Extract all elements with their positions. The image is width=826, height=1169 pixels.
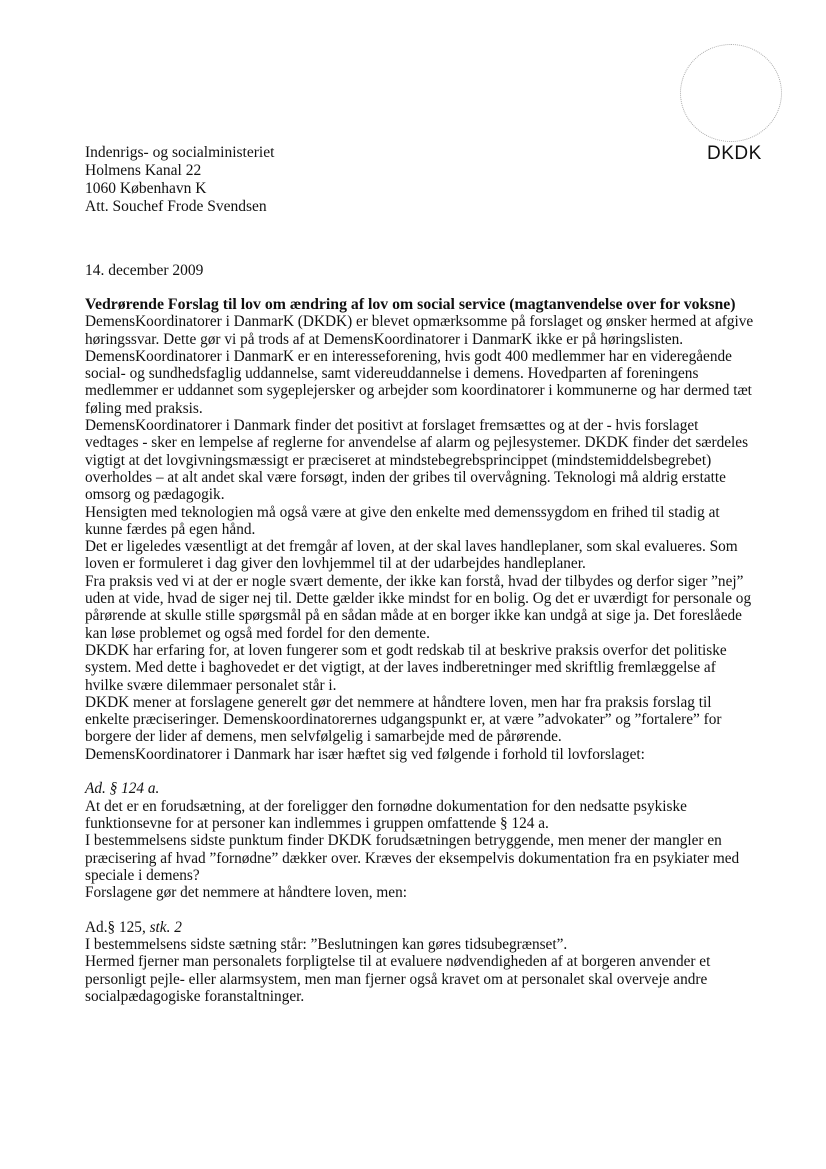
text-line: pårørende at skulle stille spørgsmål på en sådan måde at en borger ikke kan undgå at sige ja. Det foreslåede [85,607,742,625]
text-line: præcisering af hvad ”fornødne” dækker over. Kræves der eksempelvis dokumentation fra en psykiater med [85,849,740,867]
text-line: Forslagene gør det nemmere at håndtere loven, men: [85,884,407,902]
section-124a-text [85,798,785,902]
address-line: 1060 København K [85,180,207,197]
text-line: kunne færdes på egen hånd. [85,520,256,538]
text-line: I bestemmelsens sidste punktum finder DKDK forudsætningen betryggende, men mener der mangler en [85,832,722,850]
section-heading-125 [85,919,785,936]
section-125-text [85,936,785,1005]
text-line: socialpædagogiske foranstaltninger. [85,987,305,1005]
text-line: DemensKoordinatorer i DanmarK (DKDK) er blevet opmærksomme på forslaget og ønsker hermed at afgive [85,313,754,331]
text-line: hvilke svære dilemmaer personalet står i. [85,676,337,694]
text-line: overholdes – at alt andet skal være forsøgt, inden der gribes til overvågning. Teknologi må aldrig erstatte [85,468,726,486]
text-line: DemensKoordinatorer i Danmark finder det positivt at forslaget fremsættes og at der - hvis forslaget [85,417,699,435]
body-paragraphs [85,313,785,763]
text-line: vedtages - sker en lempelse af reglerne for anvendelse af alarm og pejlesystemer. DKDK finder det særdeles [85,434,749,452]
text-line: At det er en forudsætning, at der foreligger den fornødne dokumentation for den nedsatte psykiske [85,797,687,815]
text-line: Fra praksis ved vi at der er nogle svært demente, der ikke kan forstå, hvad der tilbydes og derfor siger ”nej” [85,572,744,590]
recipient-address [85,144,274,216]
text-line: vigtigt at det lovgivningsmæssigt er præciseret at mindstebegrebsprincippet (mindstemiddelsbegrebet) [85,451,712,469]
text-line: kan løse problemet og også med fordel for den demente. [85,624,430,642]
text-line: DemensKoordinatorer i DanmarK er en interesseforening, hvis godt 400 medlemmer har en videregående [85,347,732,365]
address-line: Att. Souchef Frode Svendsen [85,198,267,215]
letter-body [85,296,785,1005]
section-heading-124a: Ad. § 124 a. [85,780,160,798]
address-line: Indenrigs- og socialministeriet [85,144,275,161]
text-line: social- og sundhedsfaglig uddannelse, samt videreuddannelse i demens. Hovedparten af foreningens [85,365,699,383]
text-line: funktionsevne for at personer kan indlemmes i gruppen omfattende § 124 a. [85,814,549,832]
text-line: speciale i demens? [85,866,200,884]
text-line: borgere der lider af demens, men selvfølgelig i samarbejde med de pårørende. [85,728,562,746]
subject-line: Vedrørende Forslag til lov om ændring af lov om social service (magtanvendelse over for voksne) [85,296,736,313]
text-line: føling med praksis. [85,399,203,417]
text-line: DKDK mener at forslagene generelt gør det nemmere at håndtere loven, men har fra praksis forslag til [85,693,712,711]
text-line: Hensigten med teknologien må også være at give den enkelte med demenssygdom en frihed til stadig at [85,503,720,521]
text-line: DKDK har erfaring for, at loven fungerer som et godt redskab til at beskrive praksis overfor det politiske [85,641,727,659]
text-line: enkelte præciseringer. Demenskoordinatorernes udgangspunkt er, at være ”advokater” og ”fortalere” for [85,711,722,729]
text-line: I bestemmelsens sidste sætning står: ”Beslutningen kan gøres tidsubegrænset”. [85,935,568,953]
text-line: medlemmer er uddannet som sygeplejersker og arbejder som koordinatorer i kommunerne og har dermed tæt [85,382,752,400]
text-line: DemensKoordinatorer i Danmark har især hæftet sig ved følgende i forhold til lovforslaget: [85,745,645,763]
text-line: høringssvar. Dette gør vi på trods af at DemensKoordinatorer i DanmarK ikke er på høringslisten. [85,330,684,348]
dkdk-logo-seal [672,40,792,140]
text-line: system. Med dette i baghovedet er det vigtigt, at der laves indberetninger med skriftlig fremlæggelse af [85,659,716,677]
heading-italic: stk. 2 [149,918,182,936]
text-line: uden at vide, hvad de siger nej til. Dette gælder ikke mindst for en bolig. Og det er uværdigt for personale og [85,590,752,608]
text-line: loven er formuleret i dag giver den lovhjemmel til at der udarbejdes handleplaner. [85,555,586,573]
heading-prefix: Ad.§ 125, [85,918,150,936]
address-line: Holmens Kanal 22 [85,162,202,179]
logo-text: DKDK [707,143,762,164]
text-line: Hermed fjerner man personalets forpligtelse til at evaluere nødvendigheden af at borgeren anvender et [85,953,711,971]
text-line: omsorg og pædagogik. [85,486,225,504]
letter-date: 14. december 2009 [85,262,204,279]
text-line: personligt pejle- eller alarmsystem, men man fjerner også kravet om at personalet skal overveje andre [85,970,708,988]
text-line: Det er ligeledes væsentligt at det fremgår af loven, at der skal laves handleplaner, som skal evalueres. Som [85,538,738,556]
seal-ring [680,44,782,142]
